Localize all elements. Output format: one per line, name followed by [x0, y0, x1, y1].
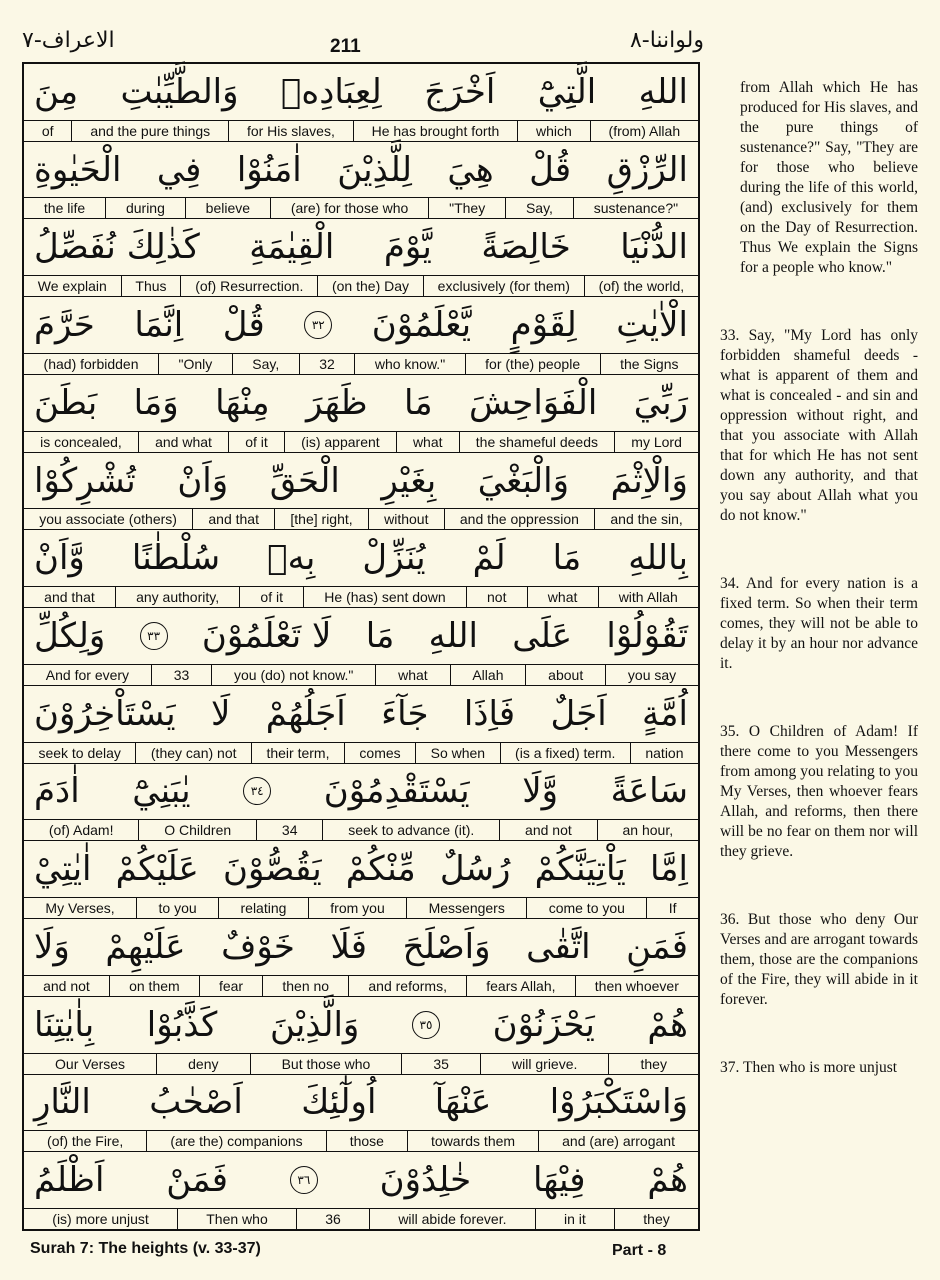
arabic-word: فَمَنْ — [166, 1160, 229, 1201]
arabic-word: سَاعَةً — [610, 771, 688, 812]
english-gloss-cell: my Lord — [614, 432, 698, 452]
arabic-word: يَسْتَاْخِرُوْنَ — [34, 693, 176, 734]
english-gloss-cell: and not — [43, 977, 90, 994]
english-row — [24, 508, 698, 529]
arabic-word: وَالْاِثْمَ — [610, 460, 688, 501]
arabic-word: اَظْلَمُ — [34, 1160, 105, 1201]
translation-paragraph: 36. But those who deny Our Verses and are arrogant towards them, those are the companions of the Fire, they will abide in it forever. — [720, 911, 918, 1008]
grid-line — [24, 219, 698, 297]
english-row — [24, 197, 698, 218]
english-gloss-cell: We explain — [37, 278, 107, 295]
arabic-word: بِغَيْرِ — [381, 460, 437, 501]
ayah-number-mark: ٣٥ — [412, 1011, 440, 1039]
grid-line — [24, 64, 698, 142]
english-gloss-cell: seek to advance (it). — [322, 820, 499, 840]
english-gloss-cell: 32 — [299, 354, 355, 374]
arabic-word: خَوْفٌ — [221, 926, 295, 967]
english-gloss-cell: 35 — [401, 1054, 480, 1074]
grid-line — [24, 997, 698, 1075]
arabic-word: قُلْ — [529, 149, 572, 190]
arabic-word: الدُّنْيَا — [620, 227, 688, 268]
english-gloss-cell: (is) apparent — [284, 432, 396, 452]
arabic-word: وَالَّذِيْنَ — [269, 1004, 360, 1045]
arabic-word: اِنَّمَا — [134, 305, 184, 346]
arabic-word: يَحْزَنُوْنَ — [492, 1004, 595, 1045]
grid-line — [24, 142, 698, 220]
arabic-row — [24, 64, 698, 120]
arabic-word: يَسْتَقْدِمُوْنَ — [323, 771, 470, 812]
english-gloss-cell: the life — [43, 200, 86, 217]
english-gloss-cell: in it — [535, 1209, 614, 1229]
arabic-word: بِاللهِ — [628, 538, 688, 579]
juz-header: ولواننا-٨ — [629, 28, 704, 53]
arabic-word: كَذٰلِكَ نُفَصِّلُ — [34, 227, 200, 268]
arabic-word: يَّوْمَ — [383, 227, 432, 268]
english-gloss-cell: on them — [109, 976, 199, 996]
arabic-word: تَقُوْلُوْا — [606, 616, 688, 656]
arabic-word: مَا — [365, 616, 395, 656]
arabic-word: وَاسْتَكْبَرُوْا — [549, 1082, 688, 1123]
arabic-word: اُمَّةٍ — [642, 693, 688, 734]
grid-line — [24, 841, 698, 919]
english-gloss-cell: will grieve. — [480, 1054, 608, 1074]
arabic-word: ظَهَرَ — [306, 382, 368, 423]
arabic-word: اٰدَمَ — [34, 771, 80, 812]
english-gloss-cell: My Verses, — [45, 900, 115, 917]
arabic-word: خٰلِدُوْنَ — [379, 1160, 472, 1201]
arabic-row — [24, 375, 698, 431]
grid-line — [24, 375, 698, 453]
english-gloss-cell: and the sin, — [594, 509, 698, 529]
arabic-word: مَا — [552, 538, 582, 579]
arabic-word: لِلَّذِيْنَ — [337, 149, 412, 190]
english-gloss-cell: then no — [262, 976, 348, 996]
english-gloss-cell: Allah — [450, 665, 526, 685]
english-row — [24, 897, 698, 918]
grid-line — [24, 764, 698, 842]
page-number: 211 — [330, 36, 361, 57]
english-gloss-cell: (of) Resurrection. — [180, 276, 317, 296]
english-gloss-cell: relating — [218, 898, 308, 918]
grid-line — [24, 608, 698, 686]
arabic-word: الْقِيٰمَةِ — [249, 227, 335, 268]
arabic-word: كَذَّبُوْا — [146, 1004, 218, 1045]
arabic-word: هُمْ — [647, 1160, 688, 1201]
arabic-word: وَالْبَغْيَ — [477, 460, 570, 501]
grid-line — [24, 453, 698, 531]
english-gloss-cell: Say, — [505, 198, 573, 218]
english-gloss-cell: who know." — [354, 354, 464, 374]
arabic-word: النَّارِ — [34, 1082, 91, 1123]
arabic-word: لَمْ — [472, 538, 506, 579]
translation-paragraph: 33. Say, "My Lord has only forbidden shameful deeds - what is apparent of them and what is concealed - and sin and oppression without right, and that you associate with Allah that for which He has not sent down any authority, and that you say about Allah what you do not know." — [720, 327, 918, 524]
arabic-word: عَلَيْهِمْ — [105, 926, 186, 967]
english-gloss-cell: "They — [428, 198, 505, 218]
translation-paragraph: from Allah which He has produced for His slaves, and the pure things of sustenance?" Say, "They are for those who believe during the life of this world, (and) exclusively for them on the Day of Resurrection. Thus We explain the Signs for a people who know." — [740, 79, 918, 276]
english-gloss-cell: they — [608, 1054, 698, 1074]
arabic-word: هُمْ — [647, 1004, 688, 1045]
english-row — [24, 275, 698, 296]
arabic-row — [24, 297, 698, 353]
arabic-word: بِاٰيٰتِنَا — [34, 1004, 95, 1045]
arabic-row — [24, 841, 698, 897]
english-gloss-cell: and what — [138, 432, 228, 452]
english-gloss-cell: Our Verses — [55, 1055, 126, 1072]
english-gloss-cell: of it — [239, 587, 303, 607]
english-gloss-cell: exclusively (for them) — [423, 276, 584, 296]
grid-line — [24, 919, 698, 997]
arabic-row — [24, 764, 698, 820]
arabic-word: يُنَزِّلْ — [362, 538, 426, 579]
surah-header: الاعراف-٧ — [22, 28, 115, 53]
arabic-word: جَآءَ — [381, 693, 429, 734]
english-row — [24, 819, 698, 840]
english-row — [24, 664, 698, 685]
footer-surah: Surah 7: The heights (v. 33-37) — [30, 1240, 261, 1257]
arabic-word: عَلَيْكُمْ — [115, 849, 199, 890]
ayah-number-mark: ٣٤ — [243, 777, 271, 805]
arabic-word: الْحَقِّ — [269, 460, 340, 501]
arabic-word: اَجَلٌ — [550, 693, 607, 734]
arabic-row — [24, 608, 698, 664]
arabic-word: حَرَّمَ — [34, 305, 95, 346]
arabic-row — [24, 919, 698, 975]
english-gloss-cell: (from) Allah — [590, 121, 698, 141]
translation-column — [720, 78, 918, 1126]
english-gloss-cell: to you — [136, 898, 218, 918]
english-gloss-cell: Say, — [232, 354, 299, 374]
arabic-word: الْحَيٰوةِ — [34, 149, 122, 190]
english-gloss-cell: sustenance?" — [573, 198, 698, 218]
english-gloss-cell: nation — [630, 743, 698, 763]
grid-line — [24, 530, 698, 608]
english-gloss-cell: 34 — [256, 820, 322, 840]
arabic-word: وَاَنْ — [177, 460, 229, 501]
arabic-word: رُسُلٌ — [439, 849, 511, 890]
english-row — [24, 1053, 698, 1074]
english-gloss-cell: and the oppression — [444, 509, 595, 529]
arabic-row — [24, 686, 698, 742]
arabic-word: خَالِصَةً — [481, 227, 571, 268]
arabic-word: لَا تَعْلَمُوْنَ — [201, 616, 332, 656]
english-gloss-cell: what — [396, 432, 459, 452]
translation-paragraph: 35. O Children of Adam! If there come to you Messengers from among you relating to you My Verses, then whoever fears Allah, and reforms, then there will be no fear on them nor will they grieve. — [720, 723, 918, 860]
english-gloss-cell: O Children — [138, 820, 256, 840]
english-gloss-cell: not — [466, 587, 527, 607]
arabic-row — [24, 453, 698, 509]
arabic-word: اللهِ — [638, 71, 688, 112]
english-gloss-cell: (is a fixed) term. — [500, 743, 630, 763]
arabic-word: اٰيٰتِيْ — [34, 849, 92, 890]
arabic-word: مَا — [403, 382, 433, 423]
arabic-word: تُشْرِكُوْا — [34, 460, 136, 501]
english-gloss-cell: without — [368, 509, 444, 529]
english-gloss-cell: fears Allah, — [466, 976, 575, 996]
translation-paragraph: 37. Then who is more unjust — [720, 1059, 898, 1076]
arabic-word: مِنْهَا — [215, 382, 270, 423]
english-row — [24, 975, 698, 996]
english-gloss-cell: Messengers — [406, 898, 526, 918]
english-gloss-cell: (are) for those who — [270, 198, 428, 218]
arabic-word: بَطَنَ — [34, 382, 98, 423]
english-gloss-cell: comes — [344, 743, 415, 763]
arabic-word: وَّلَا — [522, 771, 559, 812]
english-gloss-cell: what — [527, 587, 598, 607]
english-gloss-cell: [the] right, — [274, 509, 368, 529]
arabic-word: فِيْهَا — [533, 1160, 586, 1201]
english-gloss-cell: with Allah — [598, 587, 698, 607]
arabic-word: لِقَوْمٍ — [510, 305, 577, 346]
arabic-row — [24, 1075, 698, 1131]
english-gloss-cell: for (the) people — [465, 354, 600, 374]
grid-line — [24, 1075, 698, 1153]
english-gloss-cell: towards them — [407, 1131, 538, 1151]
english-gloss-cell: He has brought forth — [353, 121, 517, 141]
english-gloss-cell: He (has) sent down — [303, 587, 466, 607]
english-gloss-cell: from you — [308, 898, 406, 918]
english-gloss-cell: But those who — [250, 1054, 402, 1074]
english-gloss-cell: Thus — [121, 276, 181, 296]
english-gloss-cell: If — [646, 898, 698, 918]
ayah-number-mark: ٣٢ — [304, 311, 332, 339]
grid-line — [24, 1152, 698, 1229]
arabic-row — [24, 1152, 698, 1208]
translation-paragraph: 34. And for every nation is a fixed term. So when their term comes, they will not be able to delay it by an hour nor advance it. — [720, 575, 918, 672]
english-gloss-cell: fear — [199, 976, 262, 996]
english-row — [24, 1208, 698, 1229]
arabic-word: مِنَ — [34, 71, 79, 112]
ayah-number-mark: ٣٣ — [140, 622, 168, 650]
english-gloss-cell: and that — [44, 589, 95, 606]
english-gloss-cell: (on the) Day — [317, 276, 423, 296]
arabic-word: اَصْحٰبُ — [149, 1082, 243, 1123]
arabic-word: فَمَنِ — [626, 926, 688, 967]
arabic-word: وَلَا — [34, 926, 70, 967]
arabic-word: فِي — [156, 149, 202, 190]
english-gloss-cell: you say — [605, 665, 698, 685]
arabic-word: لِعِبَادِهٖ — [281, 71, 382, 112]
english-gloss-cell: believe — [185, 198, 270, 218]
english-gloss-cell: (are the) companions — [146, 1131, 325, 1151]
arabic-word: اِمَّا — [649, 849, 688, 890]
english-gloss-cell: about — [525, 665, 605, 685]
english-row — [24, 120, 698, 141]
english-gloss-cell: those — [326, 1131, 407, 1151]
english-gloss-cell: (of) the Fire, — [47, 1133, 124, 1150]
english-gloss-cell: So when — [415, 743, 499, 763]
english-gloss-cell: what — [375, 665, 449, 685]
english-row — [24, 1130, 698, 1151]
arabic-word: وَّاَنْ — [34, 538, 85, 579]
english-gloss-cell: they — [614, 1209, 698, 1229]
arabic-row — [24, 219, 698, 275]
grid-line — [24, 297, 698, 375]
english-gloss-cell: deny — [156, 1054, 249, 1074]
english-gloss-cell: you associate (others) — [39, 511, 177, 528]
arabic-row — [24, 530, 698, 586]
english-gloss-cell: is concealed, — [40, 433, 122, 450]
english-gloss-cell: of — [41, 122, 54, 139]
word-by-word-grid — [22, 62, 700, 1231]
english-gloss-cell: any authority, — [115, 587, 239, 607]
english-row — [24, 353, 698, 374]
arabic-word: اتَّقٰى — [526, 926, 591, 967]
arabic-word: قُلْ — [222, 305, 265, 346]
arabic-word: الَّتِيْٓ — [537, 71, 597, 112]
arabic-word: عَلَى — [512, 616, 573, 656]
arabic-word: وَاَصْلَحَ — [402, 926, 491, 967]
english-gloss-cell: and that — [192, 509, 274, 529]
english-gloss-cell: their term, — [251, 743, 344, 763]
english-gloss-cell: "Only — [158, 354, 232, 374]
ayah-number-mark: ٣٦ — [290, 1166, 318, 1194]
arabic-row — [24, 142, 698, 198]
english-gloss-cell: and the pure things — [71, 121, 228, 141]
arabic-word: يَقُصُّوْنَ — [222, 849, 322, 890]
english-gloss-cell: seek to delay — [38, 744, 121, 761]
english-gloss-cell: the shameful deeds — [459, 432, 614, 452]
english-gloss-cell: and reforms, — [348, 976, 466, 996]
english-gloss-cell: come to you — [526, 898, 646, 918]
english-row — [24, 586, 698, 607]
english-gloss-cell: then whoever — [575, 976, 698, 996]
arabic-word: اَخْرَجَ — [424, 71, 496, 112]
arabic-word: وَالطَّيِّبٰتِ — [120, 71, 239, 112]
english-gloss-cell: (is) more unjust — [52, 1211, 149, 1228]
arabic-word: فَاِذَا — [463, 693, 516, 734]
arabic-word: الْفَوَاحِشَ — [468, 382, 598, 423]
arabic-word: مِّنْكُمْ — [345, 849, 416, 890]
english-gloss-cell: which — [517, 121, 590, 141]
english-gloss-cell: (of) the world, — [584, 276, 698, 296]
english-gloss-cell: you (do) not know." — [211, 665, 375, 685]
arabic-word: اللهِ — [428, 616, 478, 656]
english-gloss-cell: an hour, — [597, 820, 698, 840]
arabic-word: بِهٖ — [267, 538, 316, 579]
arabic-word: فَلَا — [330, 926, 368, 967]
arabic-word: عَنْهَآ — [434, 1082, 492, 1123]
english-gloss-cell: for His slaves, — [228, 121, 353, 141]
english-gloss-cell: (of) Adam! — [48, 822, 114, 839]
footer-part: Part - 8 — [612, 1242, 667, 1259]
arabic-word: رَبِّيَ — [633, 382, 688, 423]
arabic-word: سُلْطٰنًا — [131, 538, 221, 579]
arabic-word: وَلِكُلِّ — [34, 616, 106, 656]
english-gloss-cell: (they can) not — [135, 743, 251, 763]
english-gloss-cell: and (are) arrogant — [538, 1131, 698, 1151]
arabic-word: يَاْتِيَنَّكُمْ — [534, 849, 626, 890]
arabic-word: الْاٰيٰتِ — [616, 305, 688, 346]
english-gloss-cell: (had) forbidden — [43, 355, 139, 372]
arabic-word: اٰمَنُوْا — [236, 149, 302, 190]
english-row — [24, 431, 698, 452]
english-row — [24, 742, 698, 763]
english-gloss-cell: Then who — [177, 1209, 296, 1229]
arabic-word: يٰبَنِيْٓ — [132, 771, 191, 812]
english-gloss-cell: 36 — [296, 1209, 369, 1229]
arabic-word: الرِّزْقِ — [606, 149, 688, 190]
english-gloss-cell: during — [105, 198, 185, 218]
arabic-row — [24, 997, 698, 1053]
english-gloss-cell: And for every — [45, 666, 130, 683]
arabic-word: وَمَا — [133, 382, 179, 423]
arabic-word: هِيَ — [447, 149, 494, 190]
english-gloss-cell: and not — [499, 820, 596, 840]
english-gloss-cell: the Signs — [600, 354, 698, 374]
english-gloss-cell: of it — [228, 432, 284, 452]
english-gloss-cell: will abide forever. — [369, 1209, 535, 1229]
arabic-word: اَجَلُهُمْ — [265, 693, 346, 734]
arabic-word: اُولٰٓئِكَ — [301, 1082, 377, 1123]
grid-line — [24, 686, 698, 764]
english-gloss-cell: 33 — [151, 665, 211, 685]
arabic-word: يَّعْلَمُوْنَ — [371, 305, 472, 346]
arabic-word: لَا — [210, 693, 231, 734]
